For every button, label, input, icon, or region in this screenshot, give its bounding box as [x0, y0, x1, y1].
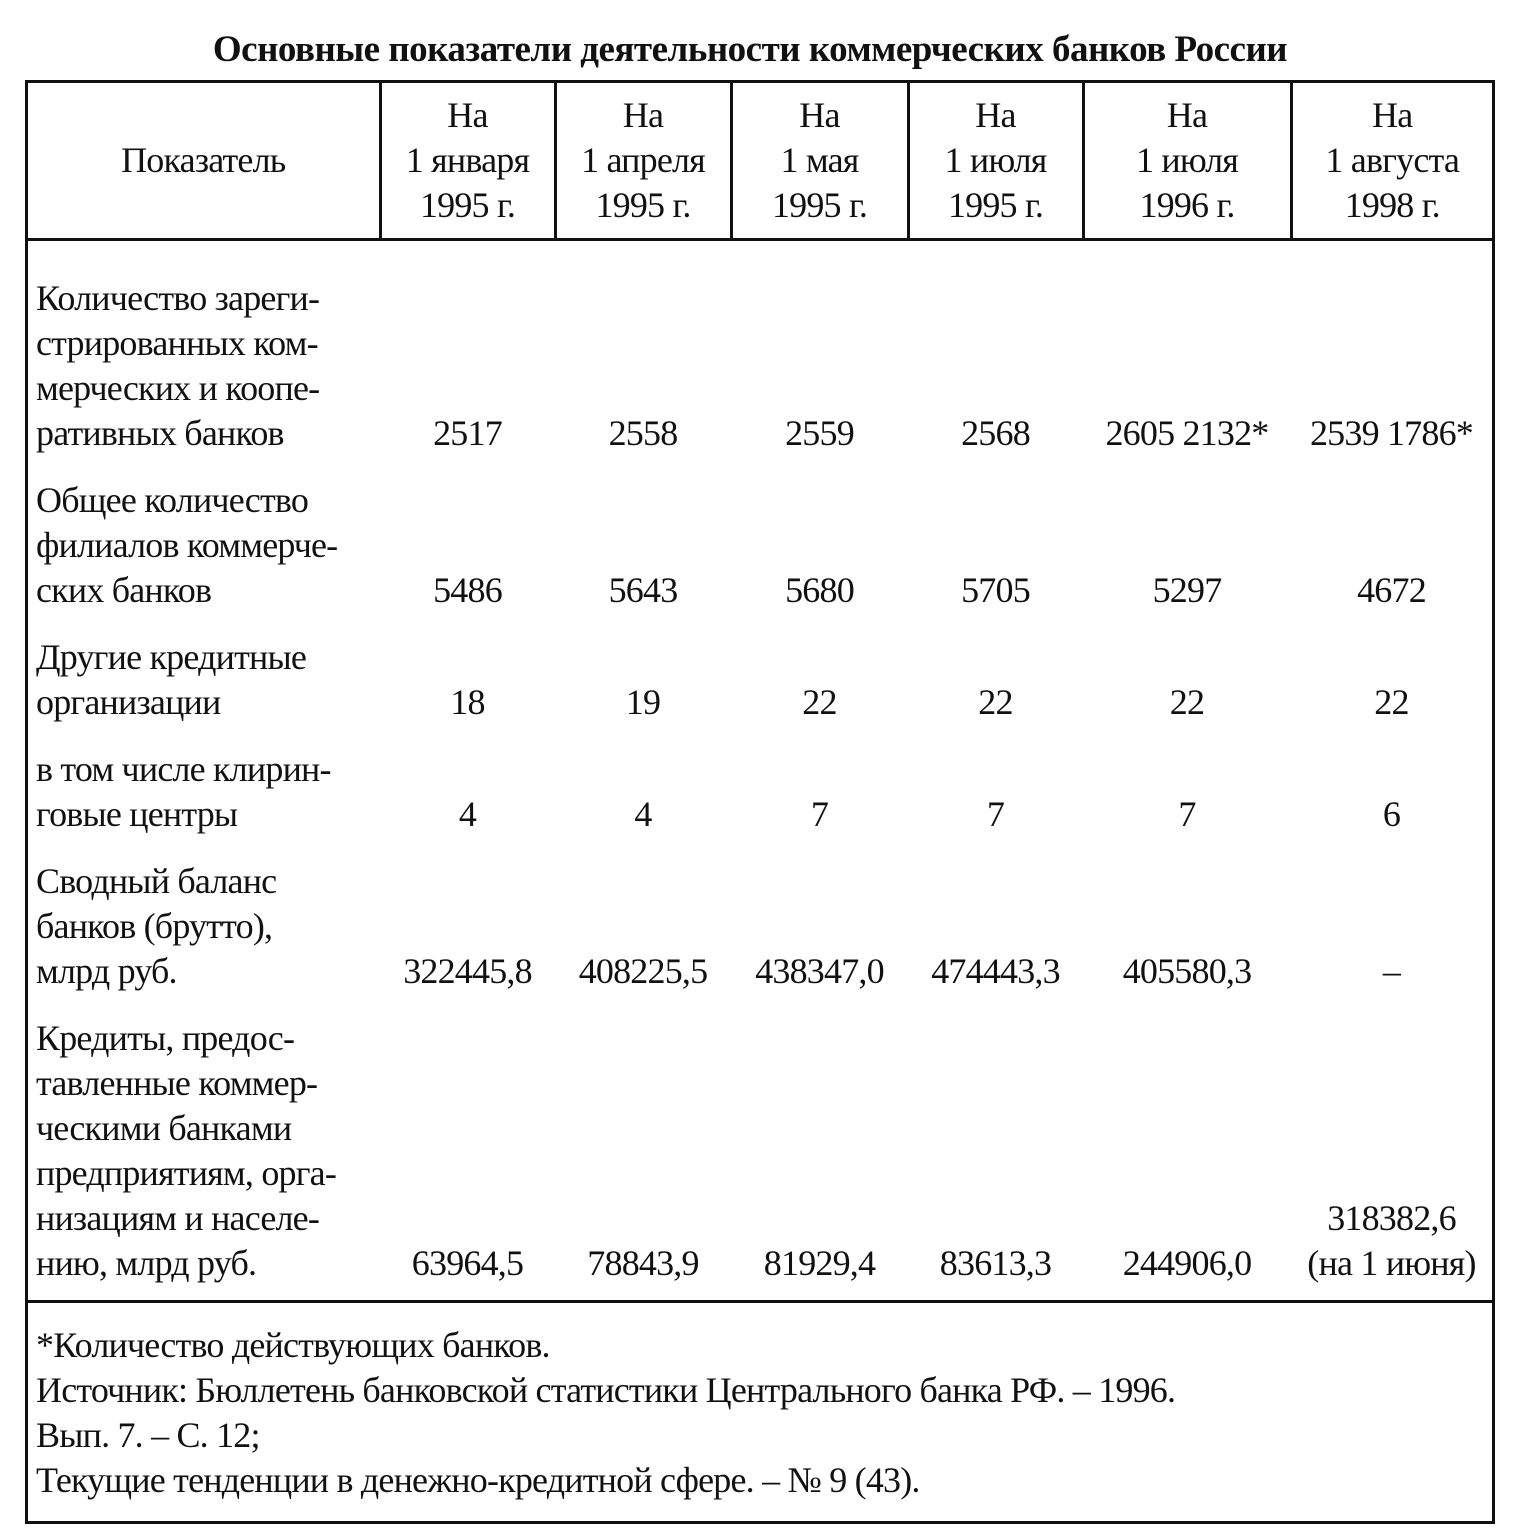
table-cell: 408225,5 — [578, 951, 708, 991]
table-cell: 22 — [978, 682, 1013, 722]
table-cell: 5486 — [433, 570, 502, 610]
table-cell: 244906,0 — [1122, 1243, 1252, 1283]
table-cell: 322445,8 — [403, 951, 532, 991]
table-cell: 474443,3 — [931, 951, 1060, 991]
table-cell: 318382,6 (на 1 июня) — [1307, 1198, 1476, 1283]
table-cell: 78843,9 — [587, 1243, 699, 1283]
table-row — [28, 456, 1492, 613]
table-cell: 5643 — [608, 570, 678, 610]
table-cell: 18 — [450, 682, 485, 722]
column-header: Показатель — [28, 83, 380, 240]
table-cell: 7 — [986, 794, 1005, 834]
table-cell: 22 — [802, 682, 837, 722]
column-header: На 1 января 1995 г. — [380, 83, 555, 240]
row-label: Количество зареги- стрированных ком- мерческих и коопе- ративных банков — [36, 278, 320, 453]
footnotes — [28, 1300, 1492, 1521]
table-cell: 6 — [1382, 794, 1401, 834]
row-label: Кредиты, предос- тавленные коммер- ческими банками предприятиям, орга- низациям и населе- нию, млрд руб. — [36, 1018, 337, 1283]
bank-indicators-table — [25, 80, 1495, 1524]
column-header: На 1 августа 1998 г. — [1291, 83, 1492, 240]
table-row — [28, 613, 1492, 725]
table-cell: 22 — [1169, 682, 1205, 722]
column-header: На 1 июля 1996 г. — [1083, 83, 1291, 240]
table-cell: – — [1382, 951, 1401, 991]
table-cell: 22 — [1374, 682, 1409, 722]
row-label: Другие кредитные организации — [36, 637, 307, 722]
table-cell: 5705 — [961, 570, 1030, 610]
footnote: *Количество действующих банков. — [36, 1325, 550, 1365]
table-cell: 2605 2132* — [1105, 413, 1269, 453]
table-cell: 83613,3 — [939, 1243, 1052, 1283]
table-cell: 2559 — [785, 413, 854, 453]
table-cell: 5297 — [1152, 570, 1222, 610]
table-row — [28, 837, 1492, 994]
table-cell: 2558 — [608, 413, 678, 453]
footnote: Вып. 7. – С. 12; — [36, 1415, 260, 1455]
column-header: На 1 апреля 1995 г. — [555, 83, 731, 240]
table-cell: 4 — [458, 794, 477, 834]
table-title: Основные показатели деятельности коммерческих банков России — [212, 29, 1288, 70]
row-label: Общее количество филиалов коммерче- ских банков — [36, 480, 338, 610]
table-cell: 4672 — [1357, 570, 1426, 610]
table-cell: 7 — [1178, 794, 1196, 834]
table-row — [28, 240, 1492, 457]
table-cell: 2517 — [433, 413, 502, 453]
row-label: Сводный баланс банков (брутто), млрд руб. — [36, 861, 277, 991]
table-cell: 4 — [634, 794, 652, 834]
table-row — [28, 725, 1492, 837]
table-cell: 5680 — [785, 570, 854, 610]
table-cell: 2568 — [961, 413, 1030, 453]
footnote: Текущие тенденции в денежно-кредитной сфере. – № 9 (43). — [36, 1460, 920, 1500]
footnote: Источник: Бюллетень банковской статистики Центрального банка РФ. – 1996. — [36, 1370, 1176, 1410]
table-cell: 2539 1786* — [1309, 413, 1473, 453]
table-cell: 7 — [810, 794, 829, 834]
table-cell: 438347,0 — [755, 951, 884, 991]
column-header: На 1 мая 1995 г. — [731, 83, 908, 240]
table-cell: 63964,5 — [411, 1243, 524, 1283]
row-label: в том числе клирин- говые центры — [36, 749, 331, 834]
header-row — [28, 83, 1492, 240]
table-cell: 81929,4 — [763, 1243, 876, 1283]
table-cell: 19 — [625, 682, 661, 722]
table-row — [28, 994, 1492, 1300]
column-header: На 1 июля 1995 г. — [908, 83, 1083, 240]
table-cell: 405580,3 — [1122, 951, 1252, 991]
